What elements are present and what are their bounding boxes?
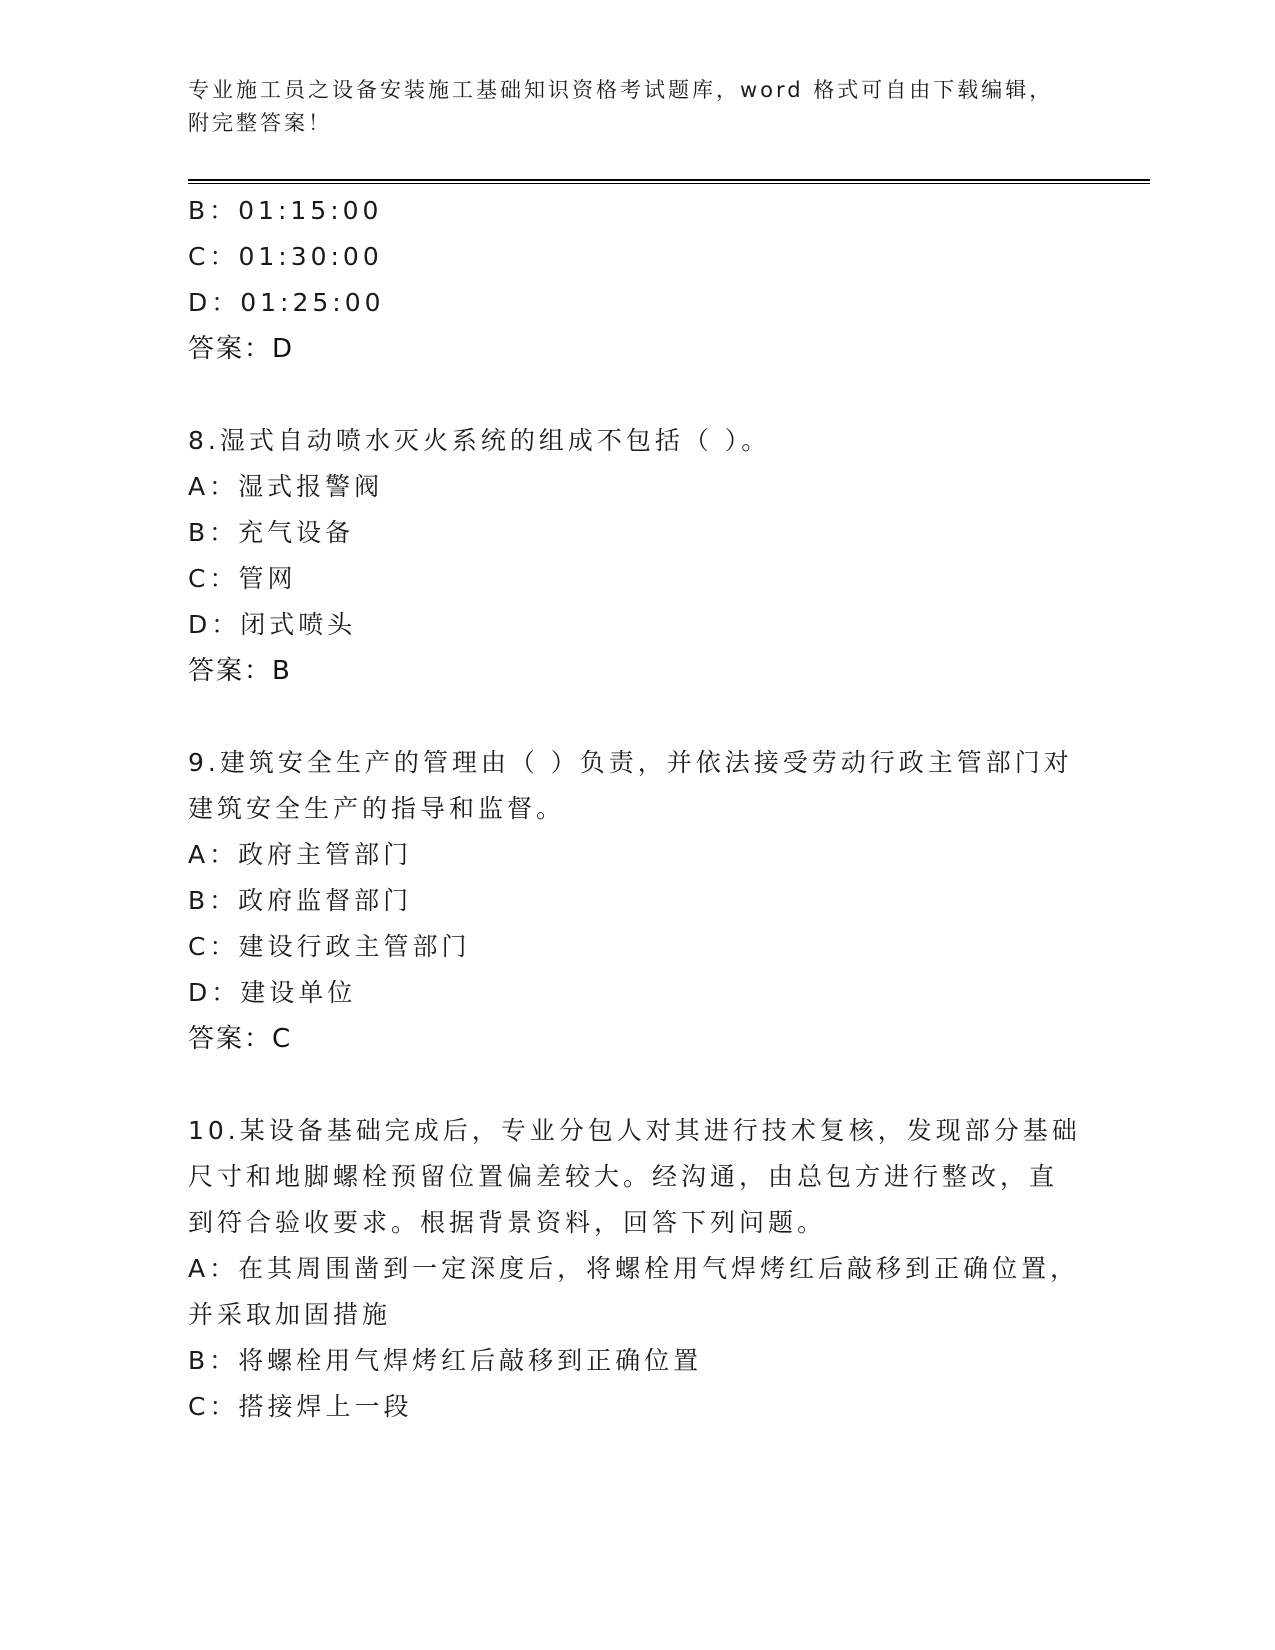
spacer: [188, 694, 1088, 740]
q9-stem-line-1: 9.建筑安全生产的管理由（ ）负责，并依法接受劳动行政主管部门对: [188, 748, 1073, 777]
question-content: [188, 188, 1088, 1430]
q9-answer: 答案：C: [188, 1024, 293, 1054]
q9-option-b: B：政府监督部门: [188, 886, 413, 915]
q10-option-a-line-2: 并采取加固措施: [188, 1300, 392, 1329]
q7-option-d: D：01:25:00: [188, 288, 385, 317]
header-title-line-2: 附完整答案！: [188, 111, 332, 135]
q10-option-a-line-1: A：在其周围凿到一定深度后，将螺栓用气焊烤红后敲移到正确位置，: [188, 1254, 1080, 1283]
header-title-line-1: 专业施工员之设备安装施工基础知识资格考试题库，word 格式可自由下载编辑，: [188, 78, 1054, 102]
q9-option-d: D：建设单位: [188, 978, 357, 1007]
header-divider-thick: [188, 179, 1150, 181]
q7-answer: 答案：D: [188, 334, 295, 364]
q7-option-b: B：01:15:00: [188, 196, 383, 225]
q9-option-c: C：建设行政主管部门: [188, 932, 471, 961]
q8-option-a: A：湿式报警阀: [188, 472, 384, 501]
document-header: [188, 74, 1088, 140]
q9-option-a: A：政府主管部门: [188, 840, 413, 869]
question-10: [188, 1108, 1088, 1430]
q10-stem-line-3: 到符合验收要求。根据背景资料，回答下列问题。: [188, 1208, 827, 1237]
q9-stem-line-2: 建筑安全生产的指导和监督。: [188, 794, 566, 823]
q10-option-b: B：将螺栓用气焊烤红后敲移到正确位置: [188, 1346, 703, 1375]
header-divider-thin: [188, 183, 1150, 184]
spacer: [188, 1062, 1088, 1108]
q8-stem: 8.湿式自动喷水灭火系统的组成不包括（ ）。: [188, 426, 771, 455]
question-7-tail: [188, 188, 1088, 372]
q8-option-c: C：管网: [188, 564, 297, 593]
q10-stem-line-1: 10.某设备基础完成后，专业分包人对其进行技术复核，发现部分基础: [188, 1116, 1081, 1145]
question-9: [188, 740, 1088, 1062]
q8-answer: 答案：B: [188, 656, 292, 686]
q7-option-c: C：01:30:00: [188, 242, 383, 271]
spacer: [188, 372, 1088, 418]
q10-stem-line-2: 尺寸和地脚螺栓预留位置偏差较大。经沟通，由总包方进行整改，直: [188, 1162, 1059, 1191]
q8-option-d: D：闭式喷头: [188, 610, 357, 639]
question-8: [188, 418, 1088, 694]
q8-option-b: B：充气设备: [188, 518, 355, 547]
q10-option-c: C：搭接焊上一段: [188, 1392, 413, 1421]
